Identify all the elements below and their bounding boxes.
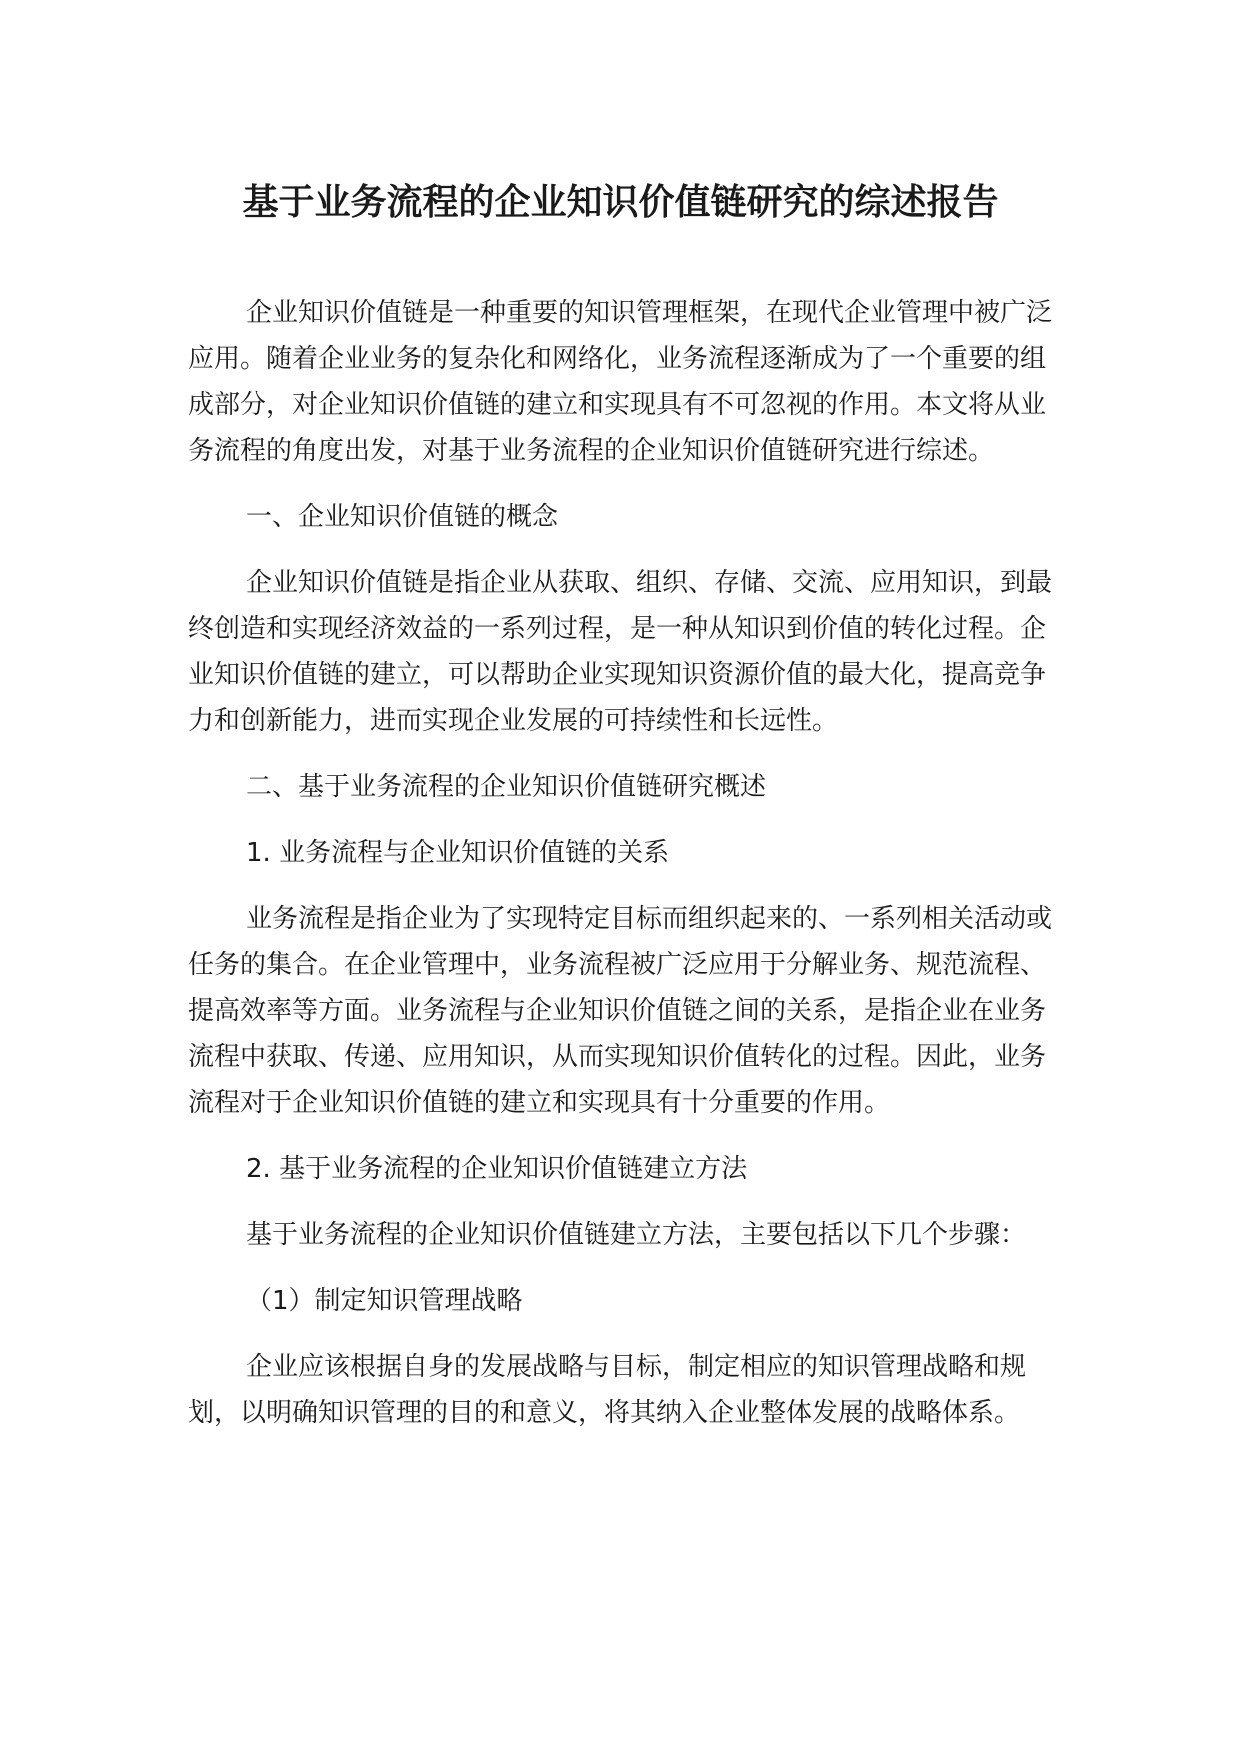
method-intro-paragraph: 基于业务流程的企业知识价值链建立方法，主要包括以下几个步骤： bbox=[246, 1220, 1027, 1250]
intro-paragraph: 企业知识价值链是一种重要的知识管理框架，在现代企业管理中被广泛应用。随着企业业务的复杂化和网络化，业务流程逐渐成为了一个重要的组成部分，对企业知识价值链的建立和实现具有不可忽视的作用。本文将从业务流程的角度出发，对基于业务流程的企业知识价值链研究进行综述。 bbox=[188, 298, 1053, 466]
document-body bbox=[188, 290, 1068, 1436]
step-1-paragraph: 企业应该根据自身的发展战略与目标，制定相应的知识管理战略和规划，以明确知识管理的目的和意义，将其纳入企业整体发展的战略体系。 bbox=[188, 1352, 1027, 1428]
section-heading-2: 二、基于业务流程的企业知识价值链研究概述 bbox=[246, 772, 767, 802]
document-title: 基于业务流程的企业知识价值链研究的综述报告 bbox=[242, 182, 999, 223]
step-1-heading: （1）制定知识管理战略 bbox=[246, 1286, 523, 1316]
subsection-heading-2-2: 2. 基于业务流程的企业知识价值链建立方法 bbox=[246, 1154, 748, 1184]
relation-paragraph: 业务流程是指企业为了实现特定目标而组织起来的、一系列相关活动或任务的集合。在企业管理中，业务流程被广泛应用于分解业务、规范流程、提高效率等方面。业务流程与企业知识价值链之间的关系，是指企业在业务流程中获取、传递、应用知识，从而实现知识价值转化的过程。因此，业务流程对于企业知识价值链的建立和实现具有十分重要的作用。 bbox=[188, 904, 1053, 1118]
subsection-heading-2-1: 1. 业务流程与企业知识价值链的关系 bbox=[246, 838, 670, 868]
section-heading-1: 一、企业知识价值链的概念 bbox=[246, 502, 559, 532]
concept-paragraph: 企业知识价值链是指企业从获取、组织、存储、交流、应用知识，到最终创造和实现经济效益的一系列过程，是一种从知识到价值的转化过程。企业知识价值链的建立，可以帮助企业实现知识资源价值的最大化，提高竞争力和创新能力，进而实现企业发展的可持续性和长远性。 bbox=[188, 568, 1053, 736]
